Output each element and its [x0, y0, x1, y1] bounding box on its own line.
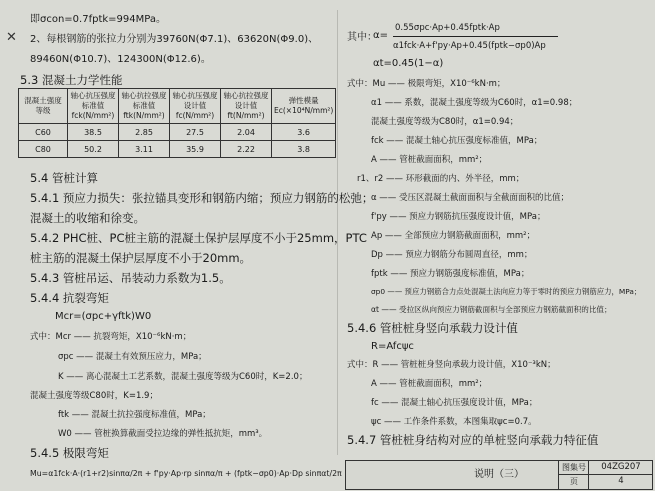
definition: α —— 受压区混凝土截面面积与全截面面积的比值；	[371, 193, 570, 203]
definition: fptk —— 预应力钢筋强度标准值，MPa；	[371, 269, 530, 279]
atlas-label: 图集号	[562, 463, 586, 472]
formula: Mcr=(σpc+γftk)W0	[55, 311, 152, 322]
paragraph: 混凝土的收缩和徐变。	[30, 211, 145, 225]
definition: α1 —— 系数，混凝土强度等级为C60时，α1=0.98；	[371, 98, 578, 108]
definition: σp0 —— 预应力钢筋合力点处混凝土法向应力等于零时的预应力钢筋应力，MPa；	[371, 287, 642, 296]
definition: 混凝土强度等级为C80时，α1=0.94；	[371, 117, 519, 127]
text-line: 即σcon=0.7fptk=994MPa。	[30, 14, 166, 25]
section-heading: 5.4.4 抗裂弯矩	[30, 291, 109, 305]
formula: R=Afcψc	[371, 341, 414, 352]
table-cell: 38.5	[68, 124, 119, 141]
definition: fc —— 混凝土轴心抗压强度设计值，MPa；	[371, 398, 538, 408]
table-header-row	[19, 89, 336, 124]
label: 其中：	[347, 32, 377, 43]
section-heading: 5.4.7 管桩桩身结构对应的单桩竖向承载力特征值	[347, 433, 599, 447]
definition: ψc —— 工作条件系数，本图集取ψc=0.7。	[371, 417, 537, 427]
table-cell: 27.5	[170, 124, 221, 141]
table-cell: 2.22	[221, 141, 272, 158]
definition: K —— 离心混凝土工艺系数，混凝土强度等级为C60时，K=2.0；	[58, 372, 308, 382]
definition: σpc —— 混凝土有效预压应力，MPa；	[58, 352, 207, 362]
table-cell: 2.04	[221, 124, 272, 141]
definition: W0 —— 管桩换算截面受拉边缘的弹性抵抗矩，mm³。	[58, 429, 268, 439]
table-row	[19, 124, 336, 141]
page-label: 页	[570, 477, 578, 486]
section-heading: 5.3 混凝土力学性能	[20, 73, 123, 87]
paragraph: 5.4.1 预应力损失：张拉锚具变形和钢筋内缩；预应力钢筋的松弛；	[30, 191, 374, 205]
table-cell: C60	[19, 124, 68, 141]
table-cell: 35.9	[170, 141, 221, 158]
title-block-divider	[558, 474, 652, 475]
table-cell: 50.2	[68, 141, 119, 158]
text-line: 89460N(Φ10.7)、124300N(Φ12.6)。	[30, 54, 211, 65]
definition: 混凝土强度等级C80时，K=1.9；	[30, 391, 158, 401]
definition: Dp —— 预应力钢筋分布圆周直径，mm；	[371, 250, 533, 260]
formula-denominator: α1fck·A+f'py·Ap+0.45(fptk−σp0)Ap	[393, 41, 546, 51]
punch-hole-mark: ✕	[6, 30, 17, 45]
table-header-cell: 弹性模量 Ec(×10⁴N/mm²)	[272, 89, 336, 124]
text-line: 2、每根钢筋的张拉力分别为39760N(Φ7.1)、63620N(Φ9.0)、	[30, 34, 319, 45]
definition: fck —— 混凝土轴心抗压强度标准值，MPa；	[371, 136, 543, 146]
title-block-cell	[588, 461, 653, 489]
formula: Mu=α1fck·A·(r1+r2)sinπα/2π + f'py·Ap·rp sinπα/π + (fptk−σp0)·Ap·Dp sinπαt/2π	[30, 469, 342, 478]
title-block-cell	[558, 461, 589, 489]
fraction-bar	[393, 36, 558, 37]
formula-alpha-symbol: α=	[373, 30, 388, 41]
definition: A —— 管桩截面面积，mm²；	[371, 379, 488, 389]
formula-numerator: 0.55σpc·Ap+0.45fptk·Ap	[395, 23, 500, 33]
formula: αt=0.45(1−α)	[373, 58, 444, 69]
table-header-cell: 轴心抗拉强度标准值 ftk(N/mm²)	[119, 89, 170, 124]
table-header-cell: 轴心抗拉强度设计值 ft(N/mm²)	[221, 89, 272, 124]
title-block	[345, 460, 653, 490]
table-row	[19, 141, 336, 158]
table-header-cell: 轴心抗压强度设计值 fc(N/mm²)	[170, 89, 221, 124]
definition: 式中：R —— 管桩桩身竖向承载力设计值，X10⁻³kN；	[347, 360, 556, 370]
table-header-cell: 轴心抗压强度标准值 fck(N/mm²)	[68, 89, 119, 124]
section-heading: 5.4.5 极限弯矩	[30, 446, 109, 460]
section-heading: 5.4.6 管桩桩身竖向承载力设计值	[347, 321, 518, 335]
section-heading: 5.4 管桩计算	[30, 171, 98, 185]
definition: r1、r2 —— 环形截面的内、外半径，mm；	[357, 174, 525, 184]
atlas-number: 04ZG207	[601, 462, 641, 472]
paragraph: 5.4.3 管桩吊运、吊装动力系数为1.5。	[30, 271, 231, 285]
table-cell: 3.8	[272, 141, 336, 158]
table-cell: 2.85	[119, 124, 170, 141]
sheet-title: 说明（三）	[474, 469, 524, 480]
table-cell: 3.6	[272, 124, 336, 141]
definition: Ap —— 全部预应力钢筋截面面积，mm²；	[371, 231, 536, 241]
definition: ftk —— 混凝土抗拉强度标准值，MPa；	[58, 410, 211, 420]
definition: 式中：Mu —— 极限弯矩，X10⁻⁶kN·m；	[347, 79, 506, 89]
table-cell: 3.11	[119, 141, 170, 158]
paragraph: 5.4.2 PHC桩、PC桩主筋的混凝土保护层厚度不小于25mm，PTC	[30, 231, 367, 245]
definition: f'py —— 预应力钢筋抗压强度设计值，MPa；	[371, 212, 546, 222]
table-header-cell: 混凝土强度等级	[19, 89, 68, 124]
definition: αt —— 受拉区纵向预应力钢筋截面积与全部预应力钢筋截面积的比值；	[371, 305, 612, 314]
concrete-properties-table	[18, 88, 336, 158]
paragraph: 桩主筋的混凝土保护层厚度不小于20mm。	[30, 251, 252, 265]
page-number: 4	[618, 476, 624, 486]
definition: 式中：Mcr —— 抗裂弯矩，X10⁻⁶kN·m；	[30, 332, 192, 342]
definition: A —— 管桩截面面积，mm²；	[371, 155, 488, 165]
table-cell: C80	[19, 141, 68, 158]
